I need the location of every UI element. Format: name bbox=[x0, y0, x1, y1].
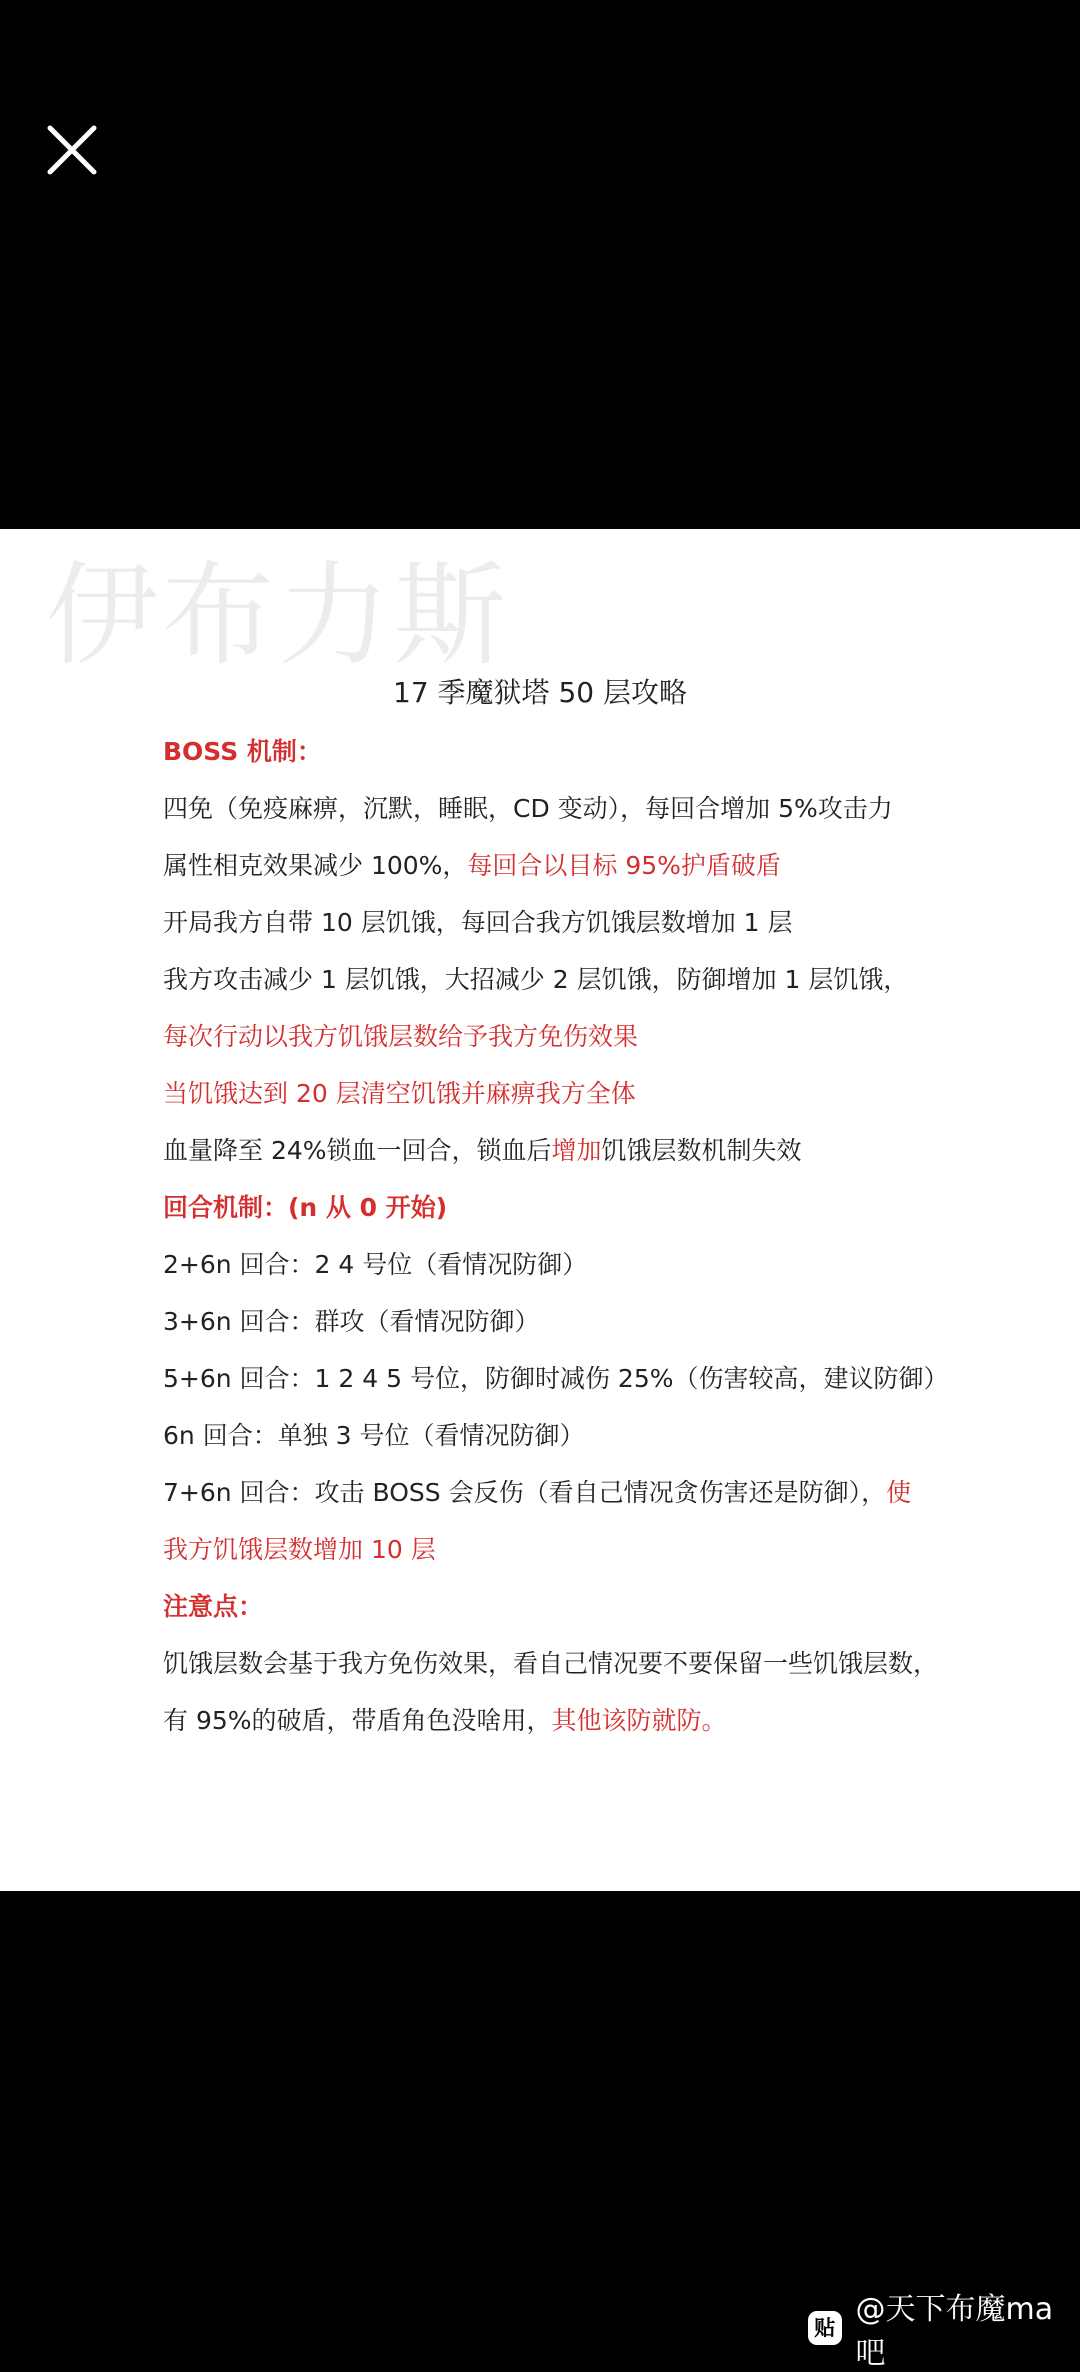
highlight-text: 回合机制：(n 从 0 开始) bbox=[163, 1193, 448, 1222]
line-text: 饥饿层数会基于我方免伤效果，看自己情况要不要保留一些饥饿层数， bbox=[163, 1649, 939, 1678]
source-attribution: @天下布魔ma吧 bbox=[855, 2292, 1054, 2371]
page-title: 17 季魔狱塔 50 层攻略 bbox=[393, 676, 687, 709]
text-line bbox=[163, 1692, 1063, 1749]
text-line bbox=[163, 780, 1063, 837]
text-line bbox=[163, 1179, 1063, 1236]
line-text: 血量降至 24%锁血一回合，锁血后 bbox=[163, 1136, 552, 1165]
line-text: 5+6n 回合：1 2 4 5 号位，防御时减伤 25%（伤害较高，建议防御） bbox=[163, 1364, 949, 1393]
line-text: 2+6n 回合：2 4 号位（看情况防御） bbox=[163, 1250, 588, 1279]
tieba-icon-glyph: 贴 bbox=[814, 2315, 836, 2340]
highlight-text: 每回合以目标 95%护盾破盾 bbox=[467, 851, 781, 880]
text-line bbox=[163, 1236, 1063, 1293]
highlight-text: 使 bbox=[886, 1478, 912, 1507]
text-line bbox=[163, 1350, 1063, 1407]
line-text: 7+6n 回合：攻击 BOSS 会反伤（看自己情况贪伤害还是防御）， bbox=[163, 1478, 887, 1507]
highlight-text: BOSS 机制： bbox=[163, 737, 322, 766]
watermark-text: 伊布力斯 bbox=[46, 551, 510, 681]
highlight-text: 注意点： bbox=[163, 1592, 264, 1621]
text-line bbox=[163, 1464, 1063, 1521]
line-text: 属性相克效果减少 100%， bbox=[163, 851, 468, 880]
line-text: 3+6n 回合：群攻（看情况防御） bbox=[163, 1307, 540, 1336]
text-line bbox=[163, 1578, 1063, 1635]
line-text: 我方攻击减少 1 层饥饿，大招减少 2 层饥饿，防御增加 1 层饥饿， bbox=[163, 965, 909, 994]
text-line bbox=[163, 837, 1063, 894]
line-text: 开局我方自带 10 层饥饿，每回合我方饥饿层数增加 1 层 bbox=[163, 908, 793, 937]
highlight-text: 当饥饿达到 20 层清空饥饿并麻痹我方全体 bbox=[163, 1079, 636, 1108]
text-line bbox=[163, 1122, 1063, 1179]
text-line bbox=[163, 951, 1063, 1008]
close-button[interactable] bbox=[40, 118, 104, 182]
highlight-text: 其他该防就防。 bbox=[551, 1706, 727, 1735]
line-text: 有 95%的破盾，带盾角色没啥用， bbox=[163, 1706, 552, 1735]
text-line bbox=[163, 1008, 1063, 1065]
text-line bbox=[163, 1521, 1063, 1578]
text-line bbox=[163, 1407, 1063, 1464]
text-line bbox=[163, 1293, 1063, 1350]
highlight-text: 我方饥饿层数增加 10 层 bbox=[163, 1535, 436, 1564]
text-line bbox=[163, 1635, 1063, 1692]
text-line bbox=[163, 723, 1063, 780]
text-line bbox=[163, 894, 1063, 951]
line-text: 饥饿层数机制失效 bbox=[601, 1136, 802, 1165]
close-icon bbox=[40, 118, 104, 182]
source-footer[interactable] bbox=[808, 2284, 1080, 2372]
highlight-text: 每次行动以我方饥饿层数给予我方免伤效果 bbox=[163, 1022, 639, 1051]
line-text: 6n 回合：单独 3 号位（看情况防御） bbox=[163, 1421, 585, 1450]
text-line bbox=[163, 1065, 1063, 1122]
line-text: 四免（免疫麻痹，沉默，睡眠，CD 变动），每回合增加 5%攻击力 bbox=[163, 794, 893, 823]
strategy-image[interactable] bbox=[0, 529, 1080, 1891]
strategy-text-body bbox=[163, 723, 1063, 1749]
highlight-text: 增加 bbox=[551, 1136, 602, 1165]
